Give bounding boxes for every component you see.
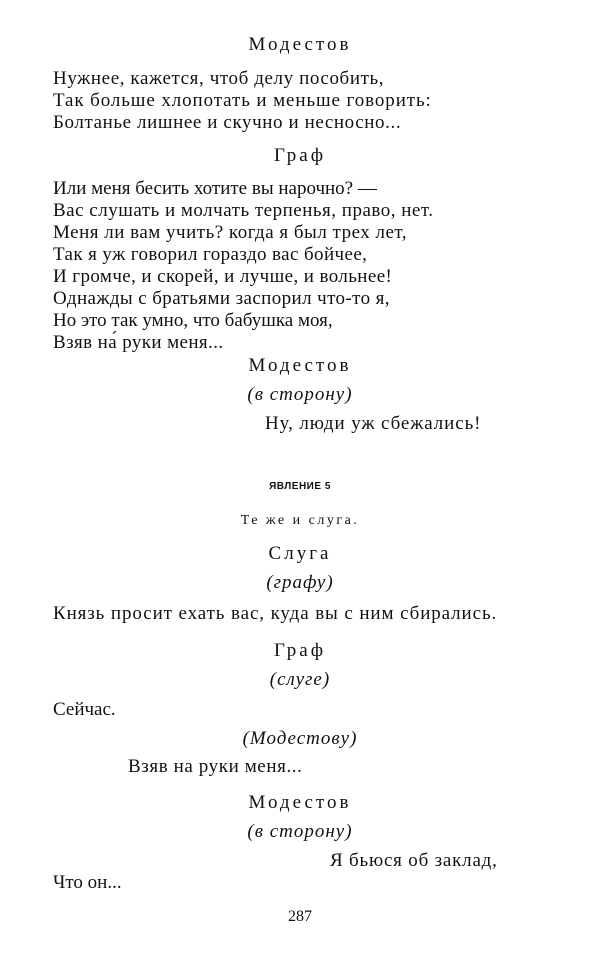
verse-line: Меня ли вам учить? когда я был трех лет, — [53, 222, 408, 243]
stage-direction: (графу) — [266, 572, 334, 593]
verse-line: Взяв на руки меня... — [128, 756, 303, 777]
verse-line: Взяв на́ руки меня... — [53, 332, 224, 353]
speaker-modestov: Модестов — [248, 792, 352, 813]
verse-line: Ну, люди уж сбежались! — [265, 413, 482, 434]
verse-line: И громче, и скорей, и лучше, и вольнее! — [53, 266, 393, 287]
speaker-graf: Граф — [273, 145, 327, 166]
stage-direction: (в сторону) — [247, 821, 353, 842]
verse-line: Сейчас. — [53, 699, 116, 720]
scene-cast: Те же и слуга. — [240, 513, 360, 528]
verse-line: Так я уж говорил гораздо вас бойчее, — [53, 244, 368, 265]
scene-heading: ЯВЛЕНИЕ 5 — [269, 481, 331, 492]
verse-line: Болтанье лишнее и скучно и несносно... — [53, 112, 402, 133]
speaker-modestov: Модестов — [248, 355, 352, 376]
verse-line: Что он... — [53, 872, 122, 893]
verse-line: Нужнее, кажется, чтоб делу пособить, — [53, 68, 385, 89]
verse-line: Вас слушать и молчать терпенья, право, нет. — [53, 200, 434, 221]
verse-line: Однажды с братьями заспорил что-то я, — [53, 288, 390, 309]
stage-direction: (в сторону) — [247, 384, 353, 405]
page-number: 287 — [288, 908, 312, 925]
verse-line: Или меня бесить хотите вы нарочно? — — [53, 178, 377, 199]
stage-direction: (слуге) — [269, 669, 331, 690]
verse-line: Так больше хлопотать и меньше говорить: — [53, 90, 432, 111]
speaker-modestov: Модестов — [248, 34, 352, 55]
verse-line: Но это так умно, что бабушка моя, — [53, 310, 333, 331]
speaker-graf: Граф — [273, 640, 327, 661]
speaker-sluga: Слуга — [268, 543, 332, 564]
verse-line: Я бьюся об заклад, — [330, 850, 498, 871]
verse-line: Князь просит ехать вас, куда вы с ним сбирались. — [53, 603, 498, 624]
stage-direction: (Модестову) — [242, 728, 358, 749]
